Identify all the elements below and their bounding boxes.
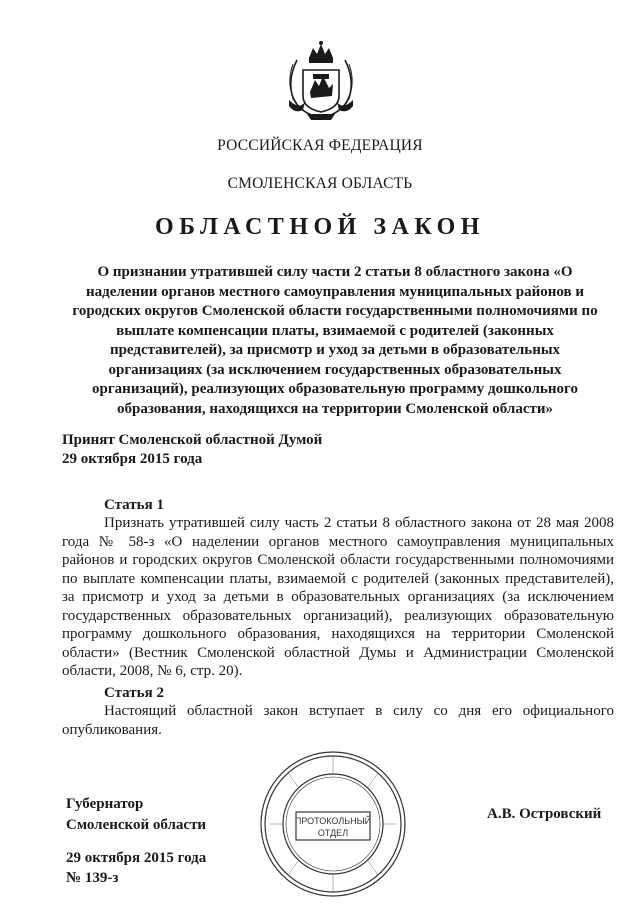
adoption-date: 29 октября 2015 года	[62, 451, 203, 467]
signatory-name: А.В. Островский	[487, 806, 602, 822]
signatory-position	[66, 794, 206, 836]
position-line: Губернатор	[66, 796, 144, 812]
law-type-heading: ОБЛАСТНОЙ ЗАКОН	[155, 214, 485, 240]
stamp-label-line1: ПРОТОКОЛЬНЫЙ	[294, 816, 372, 826]
law-title: О признании утратившей силу части 2 статьи 8 областного закона «О наделении органов местного самоуправления муниципальных районов и городских округов Смоленской области государственными полномочиями по выплате компенсации платы, взимаемой с родителей (законных представителей), за присмотр и уход за детьми в образовательных организациях (за исключением государственных образовательных организаций), реализующих образовательную программу дошкольного образования, находящихся на территории Смоленской области»	[72, 264, 598, 417]
article-1-heading: Статья 1	[104, 497, 164, 513]
official-stamp-icon	[258, 749, 408, 899]
adoption-info	[62, 431, 322, 469]
article-1-text: Признать утратившей силу часть 2 статьи 8 областного закона от 28 мая 2008 года № 58-з «О наделении органов местного самоуправления муниципальных районов и городских округов Смоленской области государственными полномочиями по выплате компенсации платы, взимаемой с родителей (законных представителей), за присмотр и уход за детьми в образовательных организациях (за исключением государственных образовательных организаций), реализующих образовательную программу дошкольного образования, находящихся на территории Смоленской области» (Вестник Смоленской областной Думы и Администрации Смоленской области, 2008, № 6, стр. 20).	[62, 515, 614, 679]
law-date-number	[66, 848, 206, 888]
stamp-label-line2: ОТДЕЛ	[317, 828, 349, 838]
article-2-text: Настоящий областной закон вступает в силу со дня его официального опубликования.	[62, 703, 614, 738]
region-name: СМОЛЕНСКАЯ ОБЛАСТЬ	[227, 175, 413, 192]
adoption-line: Принят Смоленской областной Думой	[62, 432, 323, 448]
law-date: 29 октября 2015 года	[66, 850, 207, 866]
coat-of-arms-icon	[283, 40, 359, 122]
law-number: № 139-з	[66, 870, 119, 886]
article-2-heading: Статья 2	[104, 685, 164, 701]
position-region: Смоленской области	[66, 817, 207, 833]
federation-name: РОССИЙСКАЯ ФЕДЕРАЦИЯ	[217, 137, 423, 154]
